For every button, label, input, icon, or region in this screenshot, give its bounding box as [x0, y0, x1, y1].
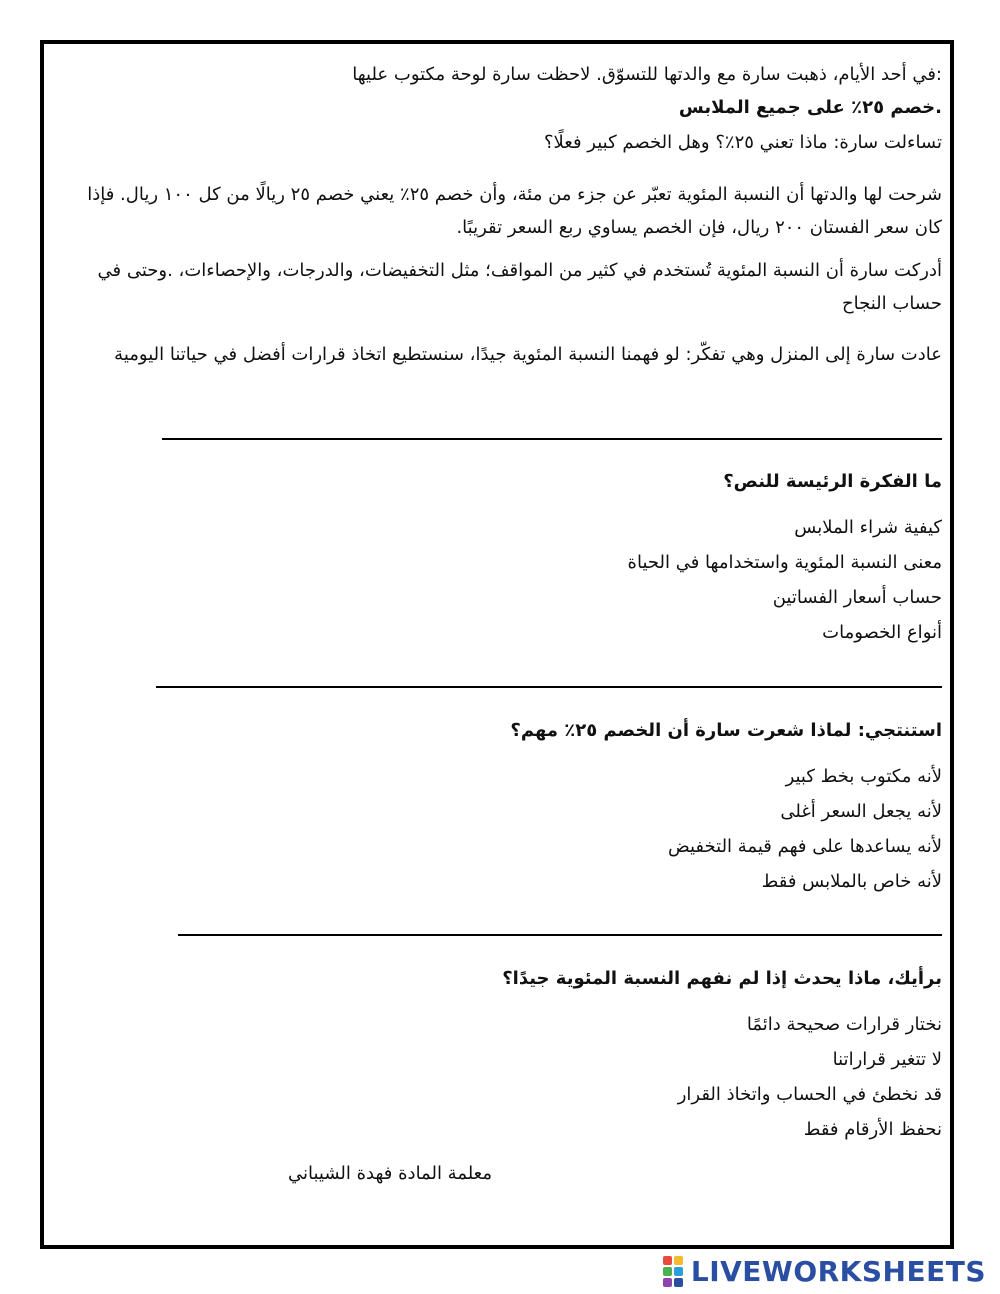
- logo-tile: [663, 1256, 672, 1265]
- question-2: [58, 716, 942, 899]
- passage-explanation: شرحت لها والدتها أن النسبة المئوية تعبّر عن جزء من مئة، وأن خصم ٢٥٪ يعني خصم ٢٥ ريالًا من كل ١٠٠ ريال. فإذا كان سعر الفستان ٢٠٠ ريال، فإن الخصم يساوي ربع السعر تقريبًا.: [87, 184, 942, 238]
- option[interactable]: لأنه يساعدها على فهم قيمة التخفيض: [667, 836, 942, 857]
- logo-tile: [674, 1278, 683, 1287]
- option[interactable]: حساب أسعار الفساتين: [772, 587, 942, 608]
- option[interactable]: نحفظ الأرقام فقط: [803, 1119, 942, 1140]
- passage-realization: أدركت سارة أن النسبة المئوية تُستخدم في كثير من المواقف؛ مثل التخفيضات، والدرجات، والإحصاءات، .وحتى في حساب النجاح: [97, 260, 942, 314]
- option[interactable]: لأنه خاص بالملابس فقط: [761, 871, 942, 892]
- option[interactable]: قد نخطئ في الحساب واتخاذ القرار: [677, 1084, 942, 1105]
- option[interactable]: أنواع الخصومات: [822, 622, 942, 643]
- question-title: ما الفكرة الرئيسة للنص؟: [723, 471, 942, 492]
- passage-conclusion: عادت سارة إلى المنزل وهي تفكّر: لو فهمنا النسبة المئوية جيدًا، سنستطيع اتخاذ قرارات أفضل في حياتنا اليومية: [114, 344, 942, 365]
- divider: [178, 934, 942, 936]
- option[interactable]: لأنه مكتوب بخط كبير: [785, 766, 942, 787]
- liveworksheets-logo: [663, 1255, 986, 1288]
- divider: [162, 438, 942, 440]
- question-1: [58, 467, 942, 650]
- passage-intro: [58, 58, 942, 159]
- logo-mark-icon: [663, 1256, 683, 1287]
- divider: [156, 686, 942, 688]
- teacher-signature: معلمة المادة فهدة الشيباني: [288, 1163, 493, 1184]
- logo-text: LIVEWORKSHEETS: [690, 1255, 986, 1288]
- option[interactable]: كيفية شراء الملابس: [794, 517, 942, 538]
- question-line: تساءلت سارة: ماذا تعني ٢٥٪؟ وهل الخصم كبير فعلًا؟: [543, 132, 942, 153]
- option[interactable]: نختار قرارات صحيحة دائمًا: [746, 1014, 942, 1035]
- question-title: برأيك، ماذا يحدث إذا لم نفهم النسبة المئوية جيدًا؟: [502, 968, 942, 989]
- option[interactable]: معنى النسبة المئوية واستخدامها في الحياة: [627, 552, 942, 573]
- option[interactable]: لأنه يجعل السعر أغلى: [780, 801, 942, 822]
- logo-tile: [674, 1256, 683, 1265]
- logo-tile: [663, 1267, 672, 1276]
- question-3: [58, 964, 942, 1147]
- intro-line: :في أحد الأيام، ذهبت سارة مع والدتها للتسوّق. لاحظت سارة لوحة مكتوب عليها: [352, 64, 942, 85]
- logo-tile: [663, 1278, 672, 1287]
- sign-text: .خصم ٢٥٪ على جميع الملابس: [678, 97, 942, 118]
- option[interactable]: لا تتغير قراراتنا: [832, 1049, 942, 1070]
- question-title: استنتجي: لماذا شعرت سارة أن الخصم ٢٥٪ مهم؟: [510, 720, 942, 741]
- logo-tile: [674, 1267, 683, 1276]
